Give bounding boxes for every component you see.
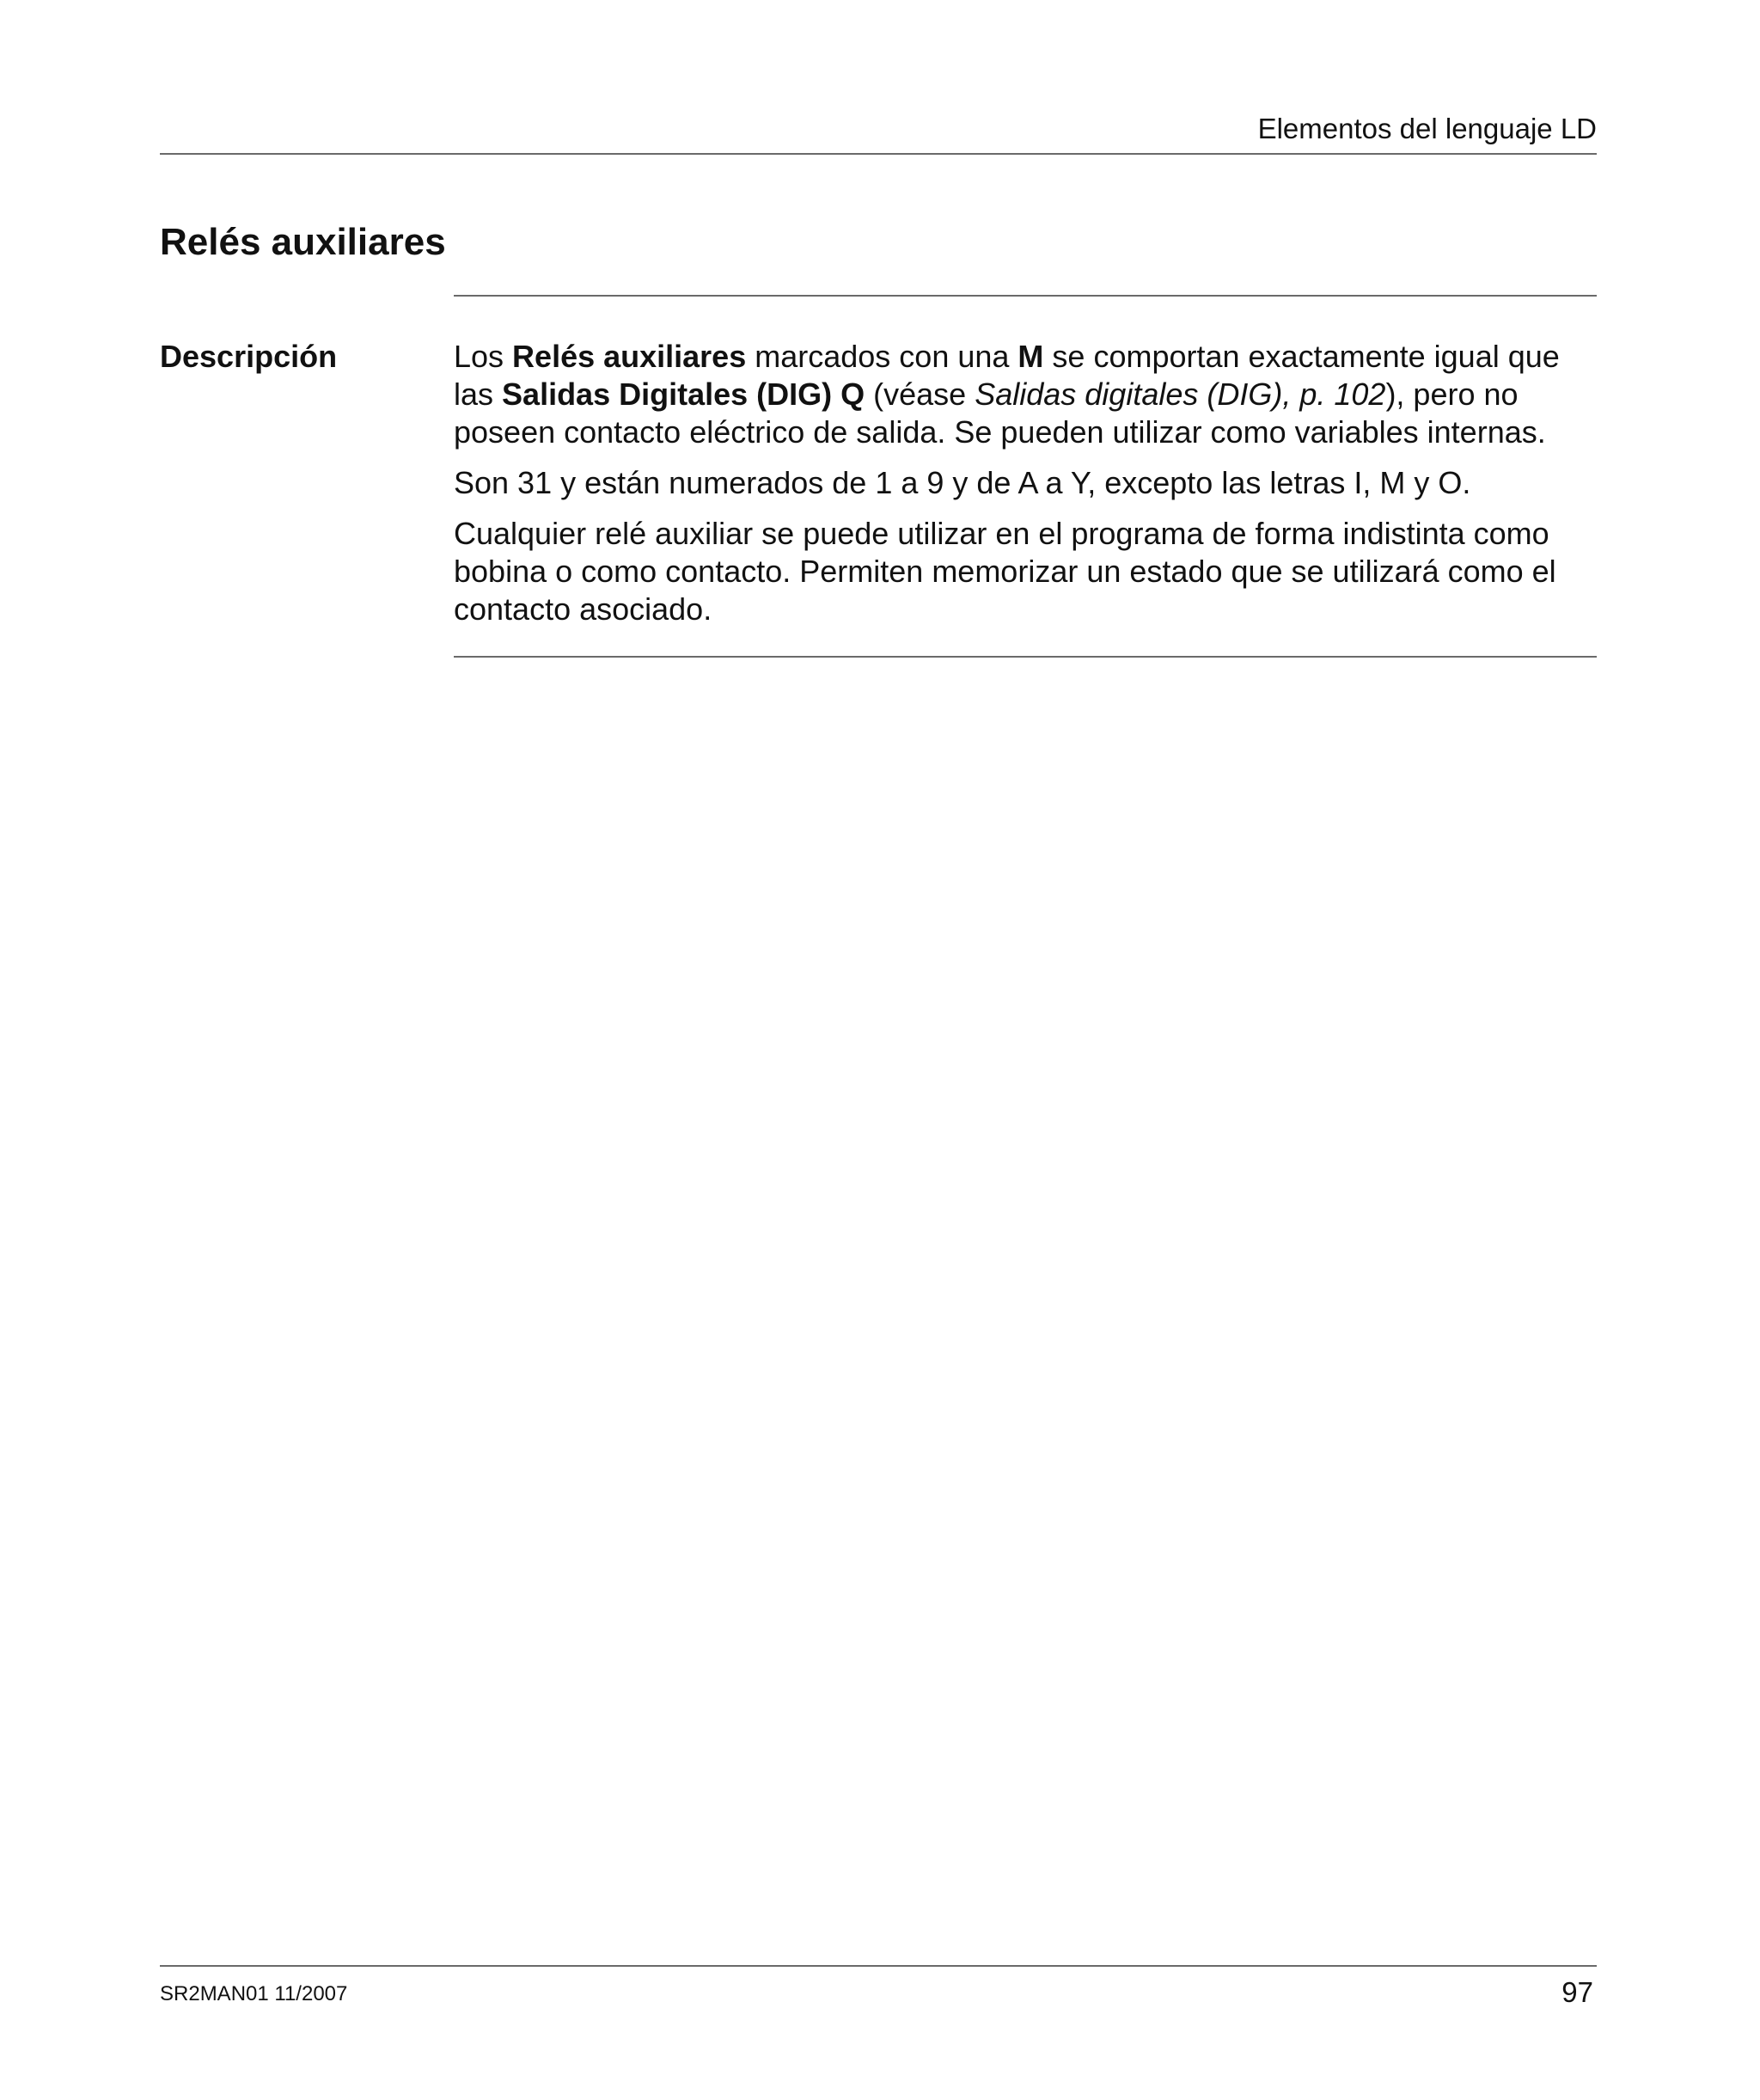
footer-doc-ref: SR2MAN01 11/2007 <box>160 1982 348 2005</box>
section-title: Relés auxiliares <box>160 221 446 263</box>
section-bottom-divider <box>454 656 1597 658</box>
footer-divider <box>160 1965 1597 1967</box>
section-top-divider <box>454 295 1597 297</box>
p1-cross-reference: Salidas digitales (DIG), p. 102 <box>975 377 1386 412</box>
header-divider <box>160 153 1597 155</box>
p1-text-3: se comportan exactamente igual que las <box>454 339 1560 412</box>
paragraph-2: Son 31 y están numerados de 1 a 9 y de A a Y, excepto las letras I, M y O. <box>454 465 1471 500</box>
p1-text-4: (véase <box>865 377 975 412</box>
p1-text-2: marcados con una <box>746 339 1018 374</box>
page-number: 97 <box>1561 1976 1593 2008</box>
paragraph-1 <box>454 338 1601 451</box>
p1-bold-salidas: Salidas Digitales (DIG) Q <box>502 377 865 412</box>
description-body <box>454 338 1601 641</box>
p1-bold-m: M <box>1018 339 1044 374</box>
p1-text-5: ), pero no poseen contacto eléctrico de salida. Se pueden utilizar como variables internas. <box>454 377 1546 450</box>
p1-bold-reles: Relés auxiliares <box>512 339 747 374</box>
side-label-description: Descripción <box>160 339 338 374</box>
running-header: Elementos del lenguaje LD <box>1257 113 1597 144</box>
paragraph-3: Cualquier relé auxiliar se puede utilizar en el programa de forma indistinta como bobina o como contacto. Permiten memorizar un estado que se utilizará como el contacto asociado. <box>454 516 1556 627</box>
p1-text-1: Los <box>454 339 513 374</box>
